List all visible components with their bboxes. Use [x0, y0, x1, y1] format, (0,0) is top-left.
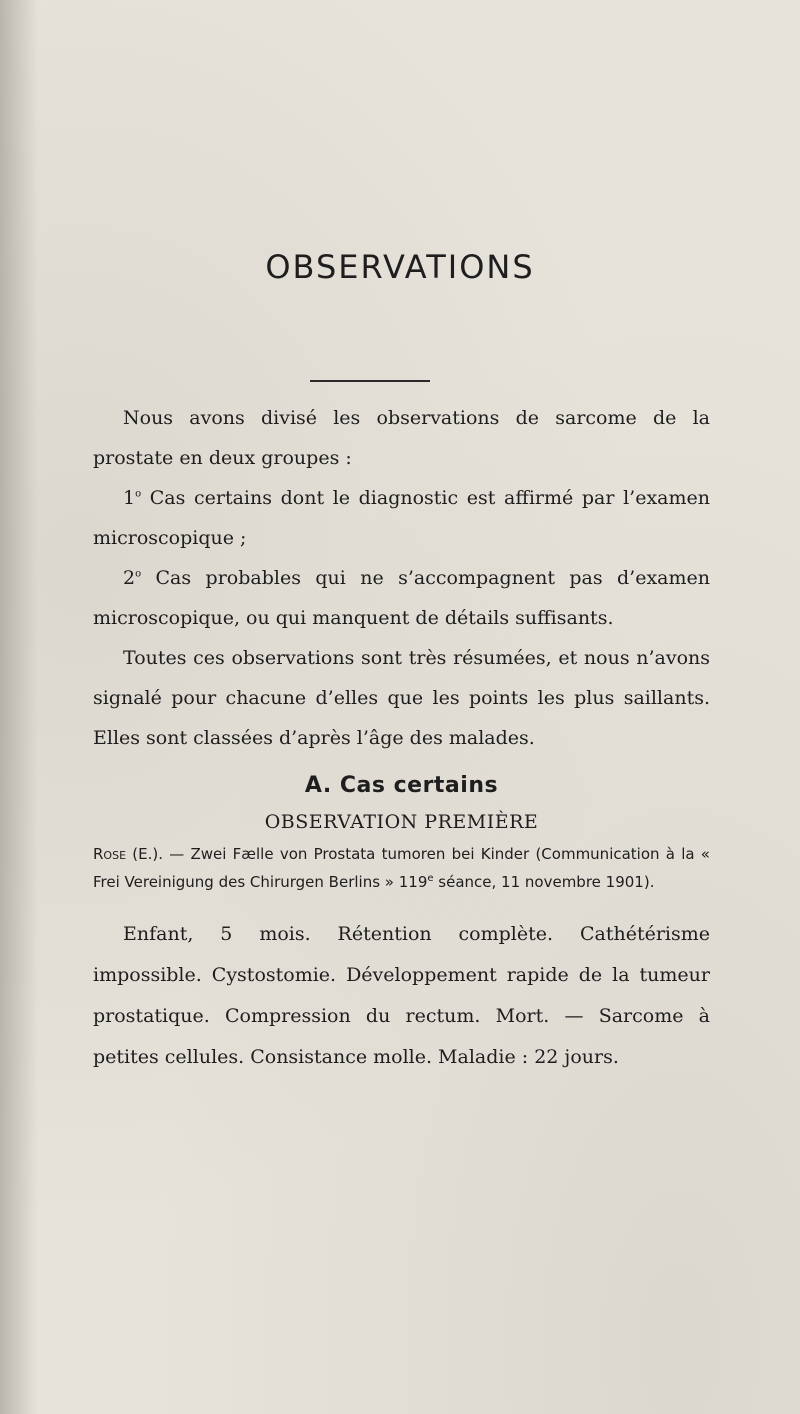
intro-paragraph-3: [93, 558, 710, 638]
intro-paragraph-2: [93, 478, 710, 558]
page-body: [93, 398, 710, 1078]
list-text: Cas probables qui ne s’accompagnent pas d’examen microscopique, ou qui manquent de détails suffisants.: [93, 567, 710, 629]
list-number: 2: [123, 567, 136, 589]
ordinal-mark: o: [135, 568, 142, 580]
page-heading: OBSERVATIONS: [265, 248, 535, 286]
heading-divider: [310, 380, 430, 382]
section-title: A. Cas certains: [304, 773, 499, 798]
case-description: Enfant, 5 mois. Rétention complète. Cathétérisme impossible. Cystostomie. Développement rapide de la tumeur prostatique. Compression du rectum. Mort. — Sarcome à petites cellules. Consistance molle. Maladie : 22 jours.: [93, 923, 710, 1068]
list-text: Cas certains dont le diagnostic est affirmé par l’examen microscopique ;: [93, 487, 710, 549]
reference-text: (E.). — Zwei Fælle von Prostata tumoren bei Kinder (Communication à la « Frei Vereinigung des Chirurgen Berlins » 119: [93, 845, 710, 891]
intro-paragraph-4: Toutes ces observations sont très résumées, et nous n’avons signalé pour chacune d’elles que les points les plus saillants. Elles sont classées d’après l’âge des malades.: [93, 647, 710, 749]
ordinal-mark: o: [135, 488, 142, 500]
list-number: 1: [123, 487, 136, 509]
intro-paragraph-1: Nous avons divisé les observations de sarcome de la prostate en deux groupes :: [93, 407, 710, 469]
ordinal-mark: e: [427, 873, 434, 884]
bibliographic-reference: [93, 840, 710, 896]
observation-title: OBSERVATION PREMIÈRE: [264, 811, 539, 833]
page-edge-shadow: [0, 0, 38, 1414]
reference-author: Rose: [93, 845, 127, 863]
reference-tail: séance, 11 novembre 1901).: [433, 873, 655, 891]
